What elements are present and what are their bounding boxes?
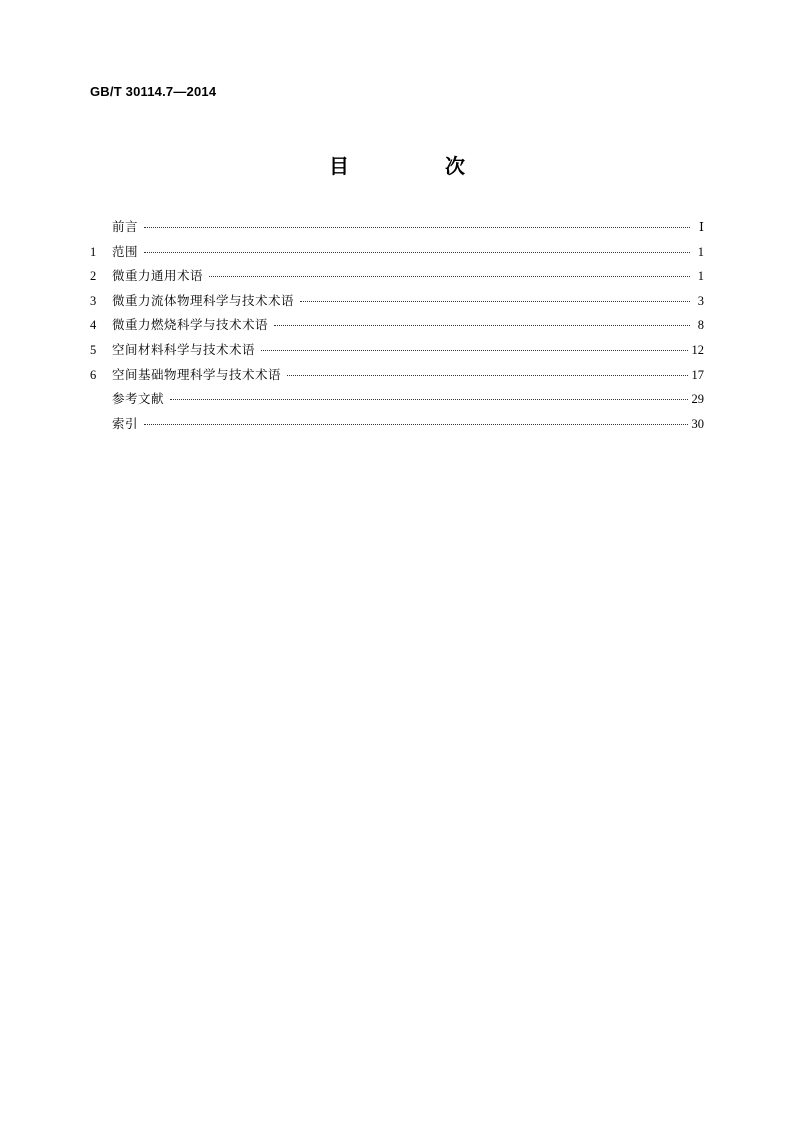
entry-title: 空间基础物理科学与技术术语 (112, 366, 282, 382)
entry-page-number: 3 (697, 293, 704, 308)
entry-title: 空间材料科学与技术术语 (112, 341, 256, 357)
entry-title: 前言 (112, 219, 139, 234)
toc-entry-combustion[interactable] (90, 313, 704, 338)
entry-number: 3 (90, 293, 97, 308)
entry-page-number: 30 (691, 416, 704, 431)
entry-page-number: 8 (697, 318, 704, 333)
entry-number: 5 (90, 342, 97, 357)
entry-title: 范围 (112, 243, 139, 259)
entry-page-number: 12 (691, 342, 704, 357)
toc-entry-references[interactable] (90, 387, 704, 412)
entry-title: 索引 (112, 415, 139, 431)
entry-title: 微重力流体物理科学与技术术语 (112, 292, 295, 308)
toc-entry-fundamental-physics[interactable] (90, 363, 704, 388)
dot-leader (170, 398, 687, 400)
entry-title: 微重力燃烧科学与技术术语 (112, 317, 269, 333)
toc-entry-materials[interactable] (90, 338, 704, 363)
entry-number: 6 (90, 367, 97, 382)
toc-entry-index[interactable] (90, 412, 704, 437)
entry-page-number: Ⅰ (699, 220, 704, 234)
toc-title: 目 次 (329, 154, 503, 178)
entry-page-number: 1 (697, 244, 704, 259)
dot-leader (261, 349, 687, 351)
entry-page-number: 1 (697, 269, 704, 284)
toc-entry-general-terms[interactable] (90, 264, 704, 289)
toc-entry-fluid-physics[interactable] (90, 289, 704, 314)
toc-entry-foreword[interactable] (90, 215, 704, 240)
entry-title: 参考文献 (112, 391, 165, 407)
dot-leader (144, 423, 687, 425)
entry-number: 1 (90, 244, 97, 259)
dot-leader (287, 374, 687, 376)
entry-number: 4 (90, 318, 97, 333)
dot-leader (274, 324, 690, 326)
toc-entry-scope[interactable] (90, 240, 704, 265)
dot-leader (209, 275, 690, 277)
dot-leader (144, 251, 690, 253)
table-of-contents (90, 215, 704, 436)
dot-leader (300, 300, 690, 302)
entry-number: 2 (90, 269, 97, 284)
standard-code: GB/T 30114.7—2014 (90, 84, 217, 99)
entry-title: 微重力通用术语 (112, 268, 204, 284)
entry-page-number: 17 (691, 367, 704, 382)
dot-leader (144, 226, 690, 228)
entry-page-number: 29 (691, 392, 704, 407)
